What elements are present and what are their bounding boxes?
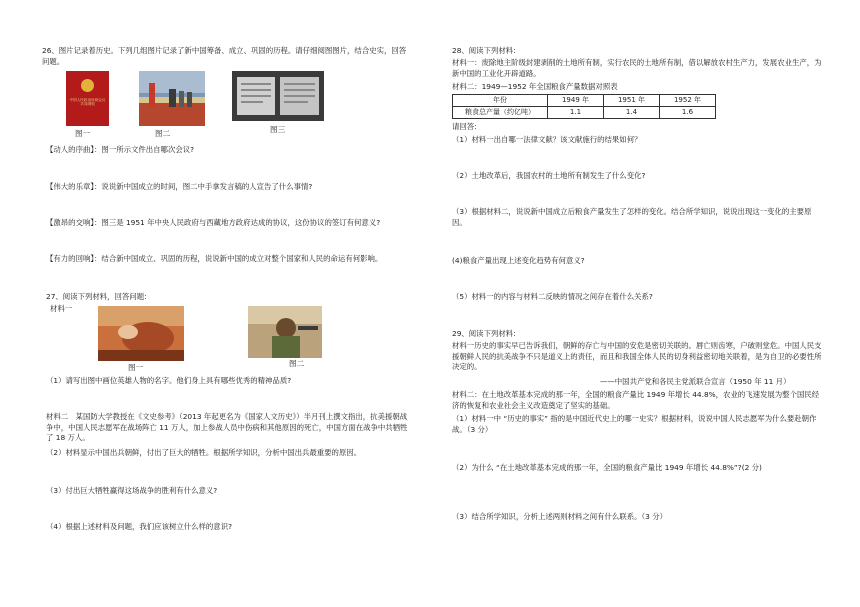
q26-sub1: 【动人的序曲】：图一所示文件出自哪次会议? (46, 145, 195, 154)
table-cell: 1.6 (660, 107, 716, 119)
common-program-document-image (66, 71, 109, 126)
hero-painting-image-1 (98, 306, 184, 361)
q26-caption-2: 图二 (155, 129, 171, 138)
q27-sub3: （3）付出巨大牺牲赢得这场战争的胜利有什么意义? (46, 486, 218, 495)
q29-material2: 材料二：在土地改革基本完成的那一年，全国的粮食产量比 1949 年增长 44.8%，农业的飞速发展为整个国民经济的恢复和农业社会主义改造奠定了坚实的基础。 (452, 390, 820, 410)
table-header-cell: 1949 年 (548, 95, 604, 107)
q27-caption-2: 图二 (289, 359, 305, 368)
q26-caption-1: 图一 (75, 129, 91, 138)
q29-material1: 材料一历史的事实早已告诉我们，朝鲜的存亡与中国的安危是密切关联的。唇亡则齿寒，户破则堂危。中国人民支援朝鲜人民的抗美战争不只是道义上的责任，而且和我国全体人民的切身利益密切地关联着，是为自卫的必要性所决定的。 (452, 341, 822, 372)
grain-output-table (452, 94, 716, 119)
hero-painting-image-2 (248, 306, 322, 358)
q28-sub2: （2）土地改革后，我国农村的土地所有制发生了什么变化? (452, 171, 646, 180)
table-cell: 粮食总产量（约亿吨） (453, 107, 548, 119)
q28-sub4: (4)粮食产量出现上述变化趋势有何意义? (452, 256, 585, 265)
q27-sub4: （4）根据上述材料及问题，我们应该树立什么样的意识? (46, 522, 233, 531)
q26-sub2: 【伟大的乐章】：说说新中国成立的时间，图二中手拿发言稿的人宣告了什么事情? (46, 182, 313, 191)
q28-sub1: （1）材料一出自哪一法律文献？该文献施行的结果如何？ (452, 135, 642, 144)
q26-sub4: 【有力的回响】：结合新中国成立、巩固的历程，说说新中国的成立对整个国家和人民的命运有何影响。 (46, 254, 383, 263)
q26-caption-3: 图三 (270, 125, 286, 134)
q28-ask: 请回答: (452, 122, 477, 131)
emblem-icon (81, 79, 94, 92)
tibet-agreement-image (232, 71, 324, 121)
q29-source1: ——中国共产党和各民主党派联合宣言（1950 年 11 月） (600, 377, 791, 386)
q29-sub2: （2）为什么 “在土地改革基本完成的那一年，全国的粮食产量比 1949 年增长 44.8%”?(2 分) (452, 463, 762, 472)
table-header-cell: 1951 年 (604, 95, 660, 107)
q28-sub3: （3）根据材料二，说说新中国成立后粮食产量发生了怎样的变化。结合所学知识，说说出现这一变化的主要原因。 (452, 207, 812, 227)
table-cell: 1.4 (604, 107, 660, 119)
q27-material1-label: 材料一 (50, 304, 73, 313)
q28-material1: 材料一：废除地主阶级封建剥削的土地所有制，实行农民的土地所有制，借以解放农村生产力，发展农业生产，为新中国的工业化开辟道路。 (452, 58, 822, 78)
q28-material2-title: 材料二：1949—1952 年全国粮食产量数据对照表 (452, 82, 618, 91)
q27-material2: 材料二 某国防大学教授在《文史参考》（2013 年起更名为《国家人文历史》）半月刊上撰文指出，抗美援朝战争中，中国人民志愿军在战场阵亡 11 万人，加上参战人员中伤病和其他原因的死亡，中国方面在战争中共牺牲了 18 万人。 (46, 412, 408, 443)
table-cell: 1.1 (548, 107, 604, 119)
q26-intro: 26、图片记录着历史。下列几组图片记录了新中国筹备、成立、巩固的历程。请仔细阅图图片，结合史实，回答问题。 (42, 46, 407, 66)
table-row (453, 107, 716, 119)
table-header-cell: 1952 年 (660, 95, 716, 107)
q29-sub1: （1）材料一中 “历史的事实” 指的是中国近代史上的哪一史实？根据材料，说说中国人民志愿军为什么要赴朝作战。（3 分） (452, 414, 817, 434)
q27-sub1: （1）请写出图中画位英雄人物的名字。他们身上具有哪些优秀的精神品质? (46, 376, 292, 385)
q28-intro: 28、阅读下列材料: (452, 46, 516, 55)
q26-sub3: 【激昂的交响】：图三是 1951 年中央人民政府与西藏地方政府达成的协议，这份协议的签订有何意义? (46, 218, 381, 227)
q27-caption-1: 图一 (128, 363, 144, 372)
document-cover-text: 中国人民政治协商会议共同纲领 (69, 98, 106, 107)
table-header-row (453, 95, 716, 107)
table-header-cell: 年份 (453, 95, 548, 107)
q27-sub2: （2）材料显示中国出兵朝鲜，付出了巨大的牺牲。根据所学知识，分析中国出兵最重要的原因。 (46, 448, 362, 457)
q29-sub3: （3）结合所学知识，分析上述两则材料之间有什么联系。（3 分） (452, 512, 667, 521)
founding-ceremony-image (139, 71, 205, 126)
q27-intro: 27、阅读下列材料，回答问题: (46, 292, 147, 301)
q29-intro: 29、阅读下列材料: (452, 329, 516, 338)
q28-sub5: （5）材料一的内容与材料二反映的情况之间存在着什么关系? (452, 292, 653, 301)
